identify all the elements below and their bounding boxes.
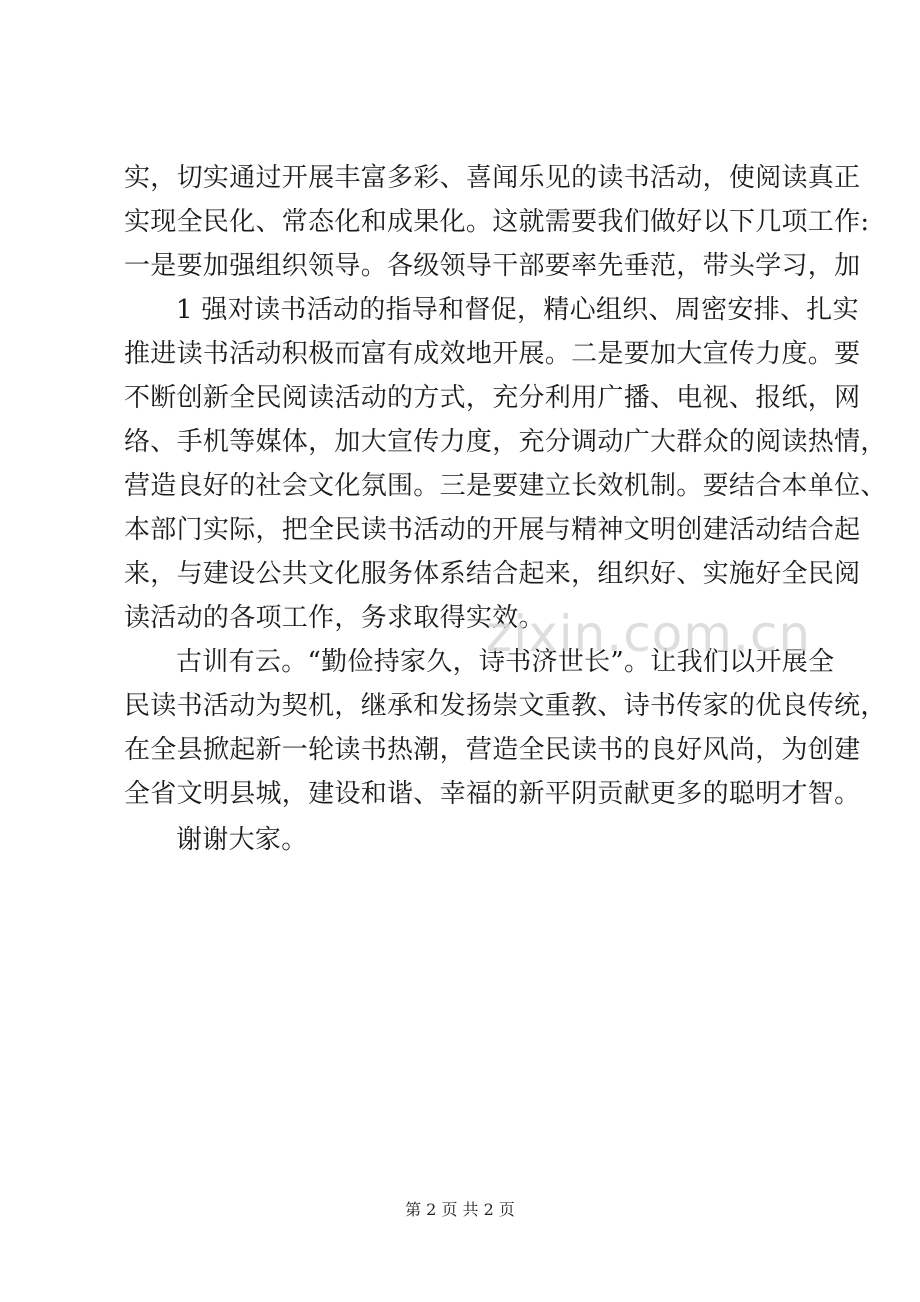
text-line: 在全县掀起新一轮读书热潮，营造全民读书的良好风尚，为创建 [124, 735, 861, 765]
text-line: 推进读书活动积极而富有成效地开展。二是要加大宣传力度。要 [124, 339, 861, 369]
watermark: zixin.com.cn [486, 605, 812, 663]
page-footer: 第 2 页 共 2 页 [405, 1200, 515, 1219]
text-line: 本部门实际，把全民读书活动的开展与精神文明创建活动结合起 [124, 515, 861, 545]
text-line: 络、手机等媒体，加大宣传力度，充分调动广大群众的阅读热情， [124, 427, 887, 457]
text-line: 实现全民化、常态化和成果化。这就需要我们做好以下几项工作: [124, 207, 870, 237]
text-line: 古训有云。“勤俭持家久，诗书济世长”。让我们以开展全 [176, 647, 835, 677]
text-line: 全省文明县城，建设和谐、幸福的新平阴贡献更多的聪明才智。 [124, 779, 861, 809]
text-line: 来，与建设公共文化服务体系结合起来，组织好、实施好全民阅 [124, 559, 861, 589]
text-line: 1 强对读书活动的指导和督促，精心组织、周密安排、扎实 [176, 295, 859, 325]
text-line: 一是要加强组织领导。各级领导干部要率先垂范，带头学习，加 [124, 251, 861, 281]
text-line: 不断创新全民阅读活动的方式，充分利用广播、电视、报纸，网 [124, 383, 861, 413]
text-line: 谢谢大家。 [176, 825, 308, 855]
text-line: 读活动的各项工作，务求取得实效。 [124, 603, 545, 633]
text-line: 民读书活动为契机，继承和发扬崇文重教、诗书传家的优良传统， [124, 691, 887, 721]
text-line: 实，切实通过开展丰富多彩、喜闻乐见的读书活动，使阅读真正 [124, 163, 861, 193]
text-line: 营造良好的社会文化氛围。三是要建立长效机制。要结合本单位、 [124, 471, 887, 501]
